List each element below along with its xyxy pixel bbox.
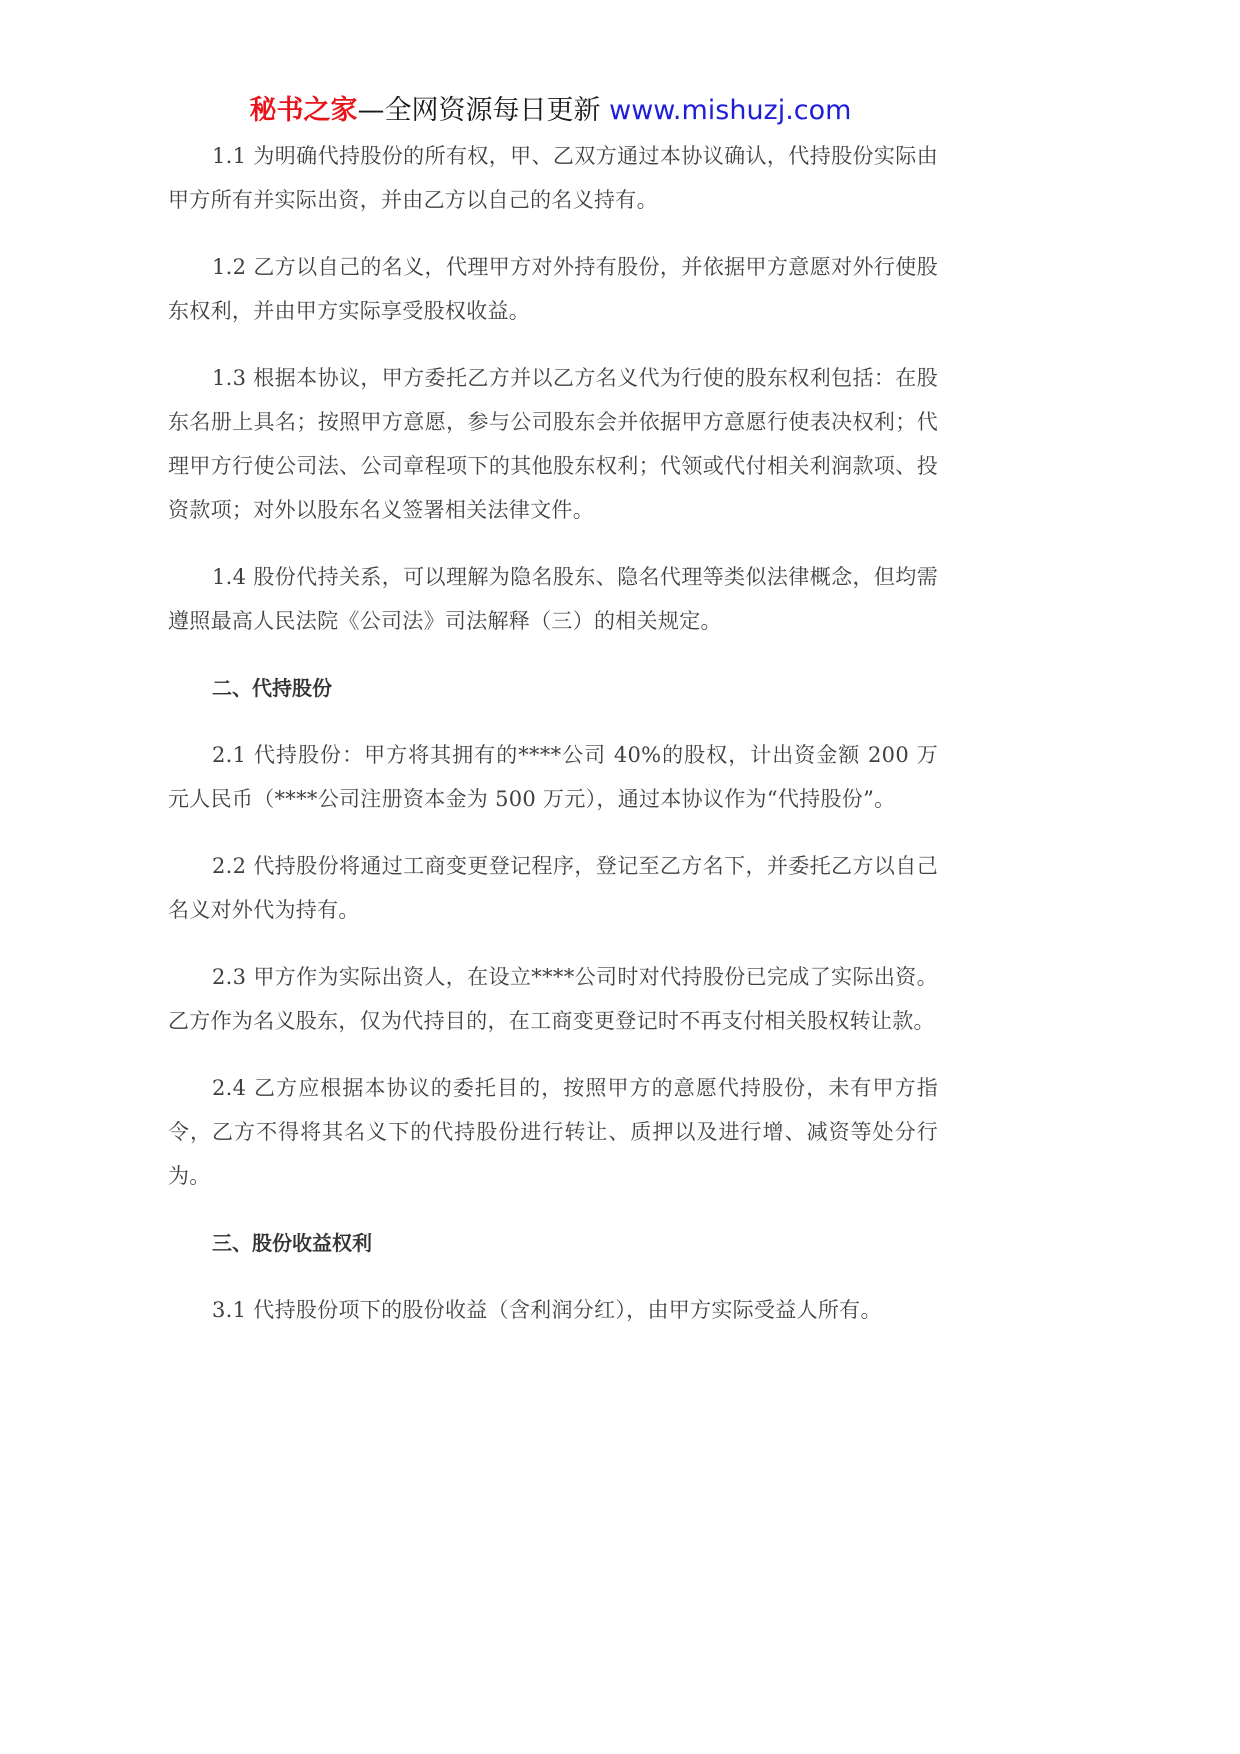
section-heading-3: 三、股份收益权利 — [212, 1231, 372, 1255]
clause-1-2: 1.2 乙方以自己的名义，代理甲方对外持有股份，并依据甲方意愿对外行使股东权利，并由甲方实际享受股权收益。 — [168, 255, 938, 323]
document-body — [168, 134, 938, 1355]
banner-site-url[interactable]: www.mishuzj.com — [609, 95, 852, 126]
clause-2-2: 2.2 代持股份将通过工商变更登记程序，登记至乙方名下，并委托乙方以自己名义对外代为持有。 — [168, 854, 938, 922]
clause-1-4: 1.4 股份代持关系，可以理解为隐名股东、隐名代理等类似法律概念，但均需遵照最高人民法院《公司法》司法解释（三）的相关规定。 — [168, 565, 938, 633]
clause-1-3: 1.3 根据本协议，甲方委托乙方并以乙方名义代为行使的股东权利包括：在股东名册上具名；按照甲方意愿，参与公司股东会并依据甲方意愿行使表决权利；代理甲方行使公司法、公司章程项下的其他股东权利；代领或代付相关利润款项、投资款项；对外以股东名义签署相关法律文件。 — [168, 366, 938, 522]
banner-slogan: —全网资源每日更新 — [357, 95, 610, 126]
clause-2-4: 2.4 乙方应根据本协议的委托目的，按照甲方的意愿代持股份，未有甲方指令，乙方不得将其名义下的代持股份进行转让、质押以及进行增、减资等处分行为。 — [168, 1076, 938, 1188]
clause-2-3: 2.3 甲方作为实际出资人，在设立****公司时对代持股份已完成了实际出资。乙方作为名义股东，仅为代持目的，在工商变更登记时不再支付相关股权转让款。 — [168, 965, 938, 1033]
site-banner — [0, 93, 1101, 129]
clause-1-1: 1.1 为明确代持股份的所有权，甲、乙双方通过本协议确认，代持股份实际由甲方所有并实际出资，并由乙方以自己的名义持有。 — [168, 144, 938, 212]
clause-3-1: 3.1 代持股份项下的股份收益（含利润分红），由甲方实际受益人所有。 — [212, 1298, 882, 1322]
section-heading-2: 二、代持股份 — [212, 676, 332, 700]
banner-brand: 秘书之家 — [249, 95, 358, 126]
clause-2-1: 2.1 代持股份：甲方将其拥有的****公司 40%的股权，计出资金额 200 万元人民币（****公司注册资本金为 500 万元），通过本协议作为“代持股份”。 — [168, 743, 938, 811]
